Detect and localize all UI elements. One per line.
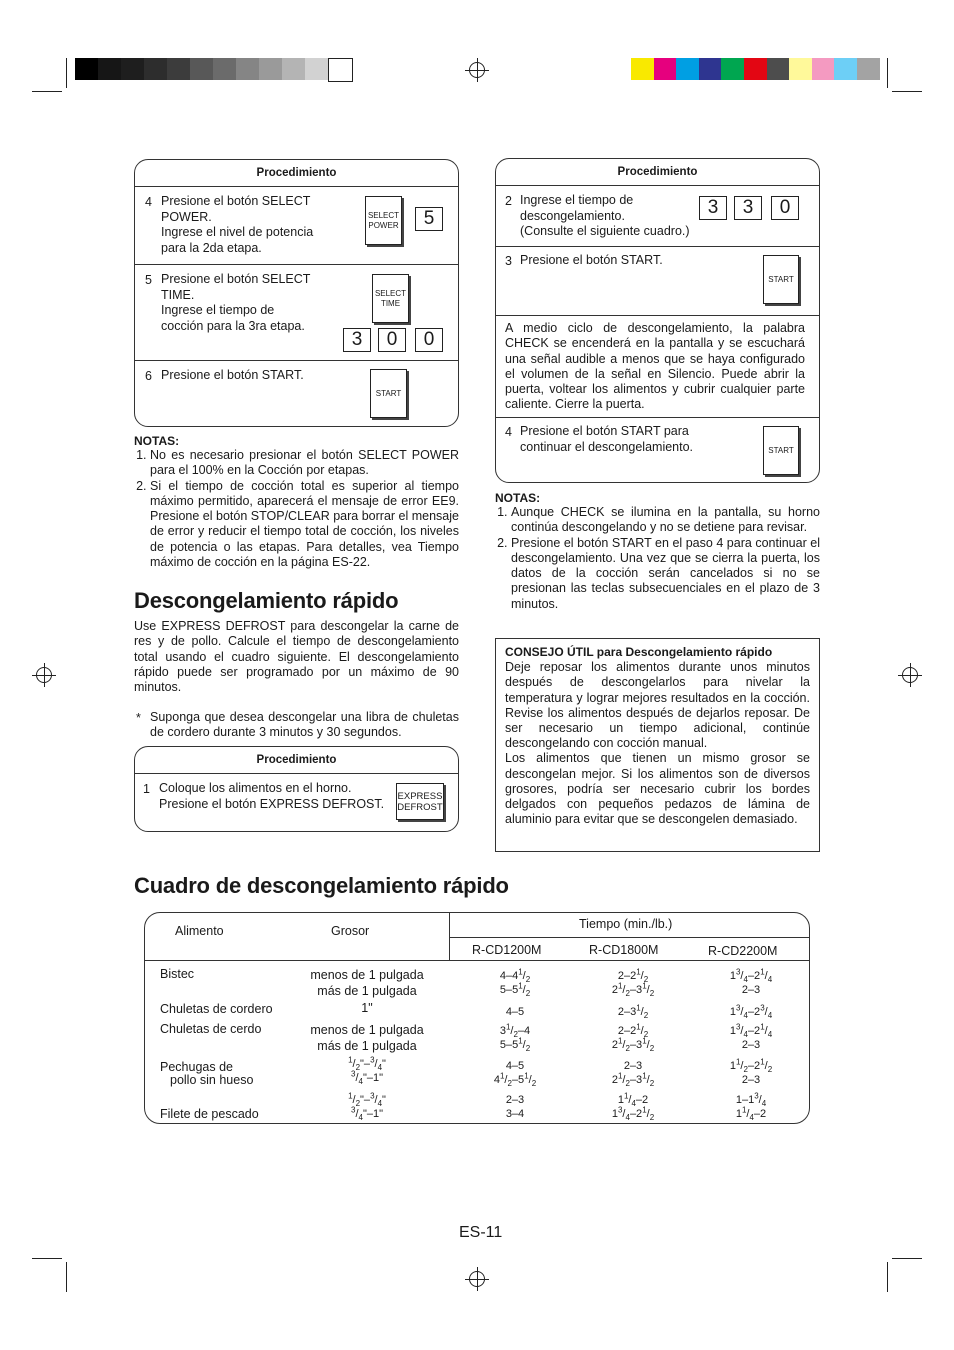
time-cell: $2-3^1/_2$ <box>617 1003 649 1021</box>
color-swatch <box>676 58 699 80</box>
page-number: ES-11 <box>459 1224 503 1241</box>
notes-list <box>495 505 820 612</box>
time-cell <box>465 969 565 997</box>
start-key[interactable] <box>370 369 407 418</box>
thickness-cell <box>295 1023 439 1054</box>
midcycle-note: A medio ciclo de descongelamiento, la palabra CHECK se encenderá en la pantalla y se escuchará una señal audible a menos que se haya configurado el volumen de la señal en Silencio. Puede abrir la puerta, voltear los alimentos y cubrir cualquier parte caliente. Cierre la puerta. <box>505 321 805 412</box>
food-name: pollo sin hueso <box>170 1073 254 1087</box>
step-line: cocción para la 3ra etapa. <box>161 318 305 333</box>
notes-title: NOTAS: <box>495 491 541 505</box>
color-swatch <box>631 58 654 80</box>
time-value: $4-4^1/_2$ <box>499 967 531 985</box>
chart-title: Cuadro de descongelamiento rápido <box>134 873 509 898</box>
time-cell: 4–5 <box>505 1006 525 1018</box>
step-line: descongelamiento. <box>520 208 625 223</box>
notes-title: NOTAS: <box>134 434 180 448</box>
step-text <box>161 272 341 334</box>
time-value: $5-5^1/_2$ <box>499 1036 531 1054</box>
section-title: Descongelamiento rápido <box>134 588 399 613</box>
time-value: $1^3/_4-2^1/_4$ <box>729 967 773 985</box>
gray-swatch <box>98 58 121 80</box>
color-swatch <box>767 58 790 80</box>
thickness-value: menos de 1 pulgada <box>310 968 424 982</box>
procedure-header: Procedimiento <box>135 747 458 774</box>
color-swatch <box>857 58 880 80</box>
step-5-row <box>135 265 458 361</box>
header-divider <box>145 960 809 961</box>
step-line: (Consulte el siguiente cuadro.) <box>520 224 690 238</box>
food-name: Filete de pescado <box>160 1107 259 1121</box>
gray-swatch <box>167 58 190 80</box>
time-value: 2–3 <box>741 1039 761 1051</box>
thickness-cell <box>295 1057 439 1085</box>
step-line: POWER. <box>161 209 212 224</box>
step-line: Ingrese el tiempo de <box>161 303 275 317</box>
step-line: Ingrese el tiempo de <box>520 193 634 207</box>
display-digit: 3 <box>343 328 371 352</box>
key-label: TIME <box>380 298 401 308</box>
time-value: $1^3/_4-2^1/_2$ <box>611 1105 655 1123</box>
gray-swatch <box>259 58 282 80</box>
time-value: 3–4 <box>505 1108 525 1120</box>
time-value: $2^1/_2-3^1/_2$ <box>611 981 655 999</box>
start-key[interactable] <box>763 426 799 475</box>
step-2-row <box>496 186 819 247</box>
gray-swatch <box>282 58 305 80</box>
key-label: SELECT <box>374 288 407 298</box>
asterisk: * <box>136 711 141 725</box>
thickness-value: $^1/_2"-^3/_4$" <box>348 1091 386 1109</box>
step-text <box>159 781 399 812</box>
procedure-header: Procedimiento <box>496 159 819 186</box>
registration-mark-icon <box>36 667 52 683</box>
display-digit: 3 <box>699 196 727 220</box>
crop-mark <box>887 58 888 88</box>
note-item: 2. Presione el botón START en el paso 4 para continuar el descongelamiento. Una vez que se cierra la puerta, los datos de la cocción serán cancelados si no se presionan las teclas subsecuenciales en el plazo de 3 minutos. <box>511 536 820 612</box>
step-line: Coloque los alimentos en el horno. <box>159 781 352 795</box>
gray-swatch <box>190 58 213 80</box>
time-subheader-divider <box>449 937 809 938</box>
note-item: 1. Aunque CHECK se ilumina en la pantalla, su horno continúa descongelando y no se detiene para revisar. <box>511 505 820 536</box>
gray-swatch <box>213 58 236 80</box>
time-value: $2^1/_2-3^1/_2$ <box>611 1036 655 1054</box>
time-value: $4^1/_2-5^1/_2$ <box>493 1071 537 1089</box>
key-label: DEFROST <box>397 801 443 813</box>
step-line: Presione el botón SELECT <box>161 272 311 286</box>
crop-mark <box>66 58 67 88</box>
time-value: $3^1/_2-4$ <box>499 1022 531 1040</box>
midcycle-note-row <box>496 316 819 418</box>
display-digit: 0 <box>415 328 443 352</box>
note-item: 1. No es necesario presionar el botón SELECT POWER para el 100% en la Cocción por etapas. <box>150 448 459 479</box>
thickness-value: más de 1 pulgada <box>317 983 417 998</box>
col-header-food: Alimento <box>175 924 224 938</box>
gray-swatch <box>236 58 259 80</box>
right-notes <box>495 491 820 612</box>
model-header: R-CD1800M <box>589 943 659 957</box>
step-number: 4 <box>505 425 512 439</box>
crop-mark <box>66 1262 67 1292</box>
model-header: R-CD1200M <box>472 943 542 957</box>
time-value: 2–3 <box>505 1094 525 1106</box>
time-cell <box>465 1024 565 1052</box>
time-cell <box>583 1059 683 1087</box>
display-digit: 0 <box>771 196 799 220</box>
key-label: EXPRESS <box>397 790 443 802</box>
note-item: 2. Si el tiempo de cocción total es superior al tiempo máximo permitido, aparecerá el mensaje de error EE9. Presione el botón STOP/CLEAR para borrar el mensaje de error y reducir el tiempo total de cocción, los niveles de potencia o las etapas. Para detalles, vea Tiempo máximo de cocción en la página ES-22. <box>150 479 459 571</box>
food-name: Pechugas de <box>160 1060 233 1074</box>
time-cell <box>701 1024 801 1052</box>
gray-swatch <box>121 58 144 80</box>
crop-mark <box>32 1258 62 1259</box>
gray-swatch <box>75 58 98 80</box>
registration-mark-icon <box>902 667 918 683</box>
gray-swatch <box>328 58 353 82</box>
col-header-thickness: Grosor <box>331 924 370 938</box>
thickness-value: $^3/_4"-1$" <box>350 1105 383 1123</box>
step-number: 6 <box>145 369 152 383</box>
time-value: 2–3 <box>741 984 761 996</box>
time-value: $2^1/_2-3^1/_2$ <box>611 1071 655 1089</box>
time-cell <box>701 969 801 997</box>
color-swatch <box>699 58 722 80</box>
step-line: Ingrese el nivel de potencia <box>161 225 314 239</box>
time-value: $2-2^1/_2$ <box>617 1022 649 1040</box>
key-label: SELECT <box>367 210 400 220</box>
step-line: Presione el botón SELECT <box>161 194 311 208</box>
time-value: 2–3 <box>623 1060 643 1072</box>
time-value: $1^1/_4-2$ <box>617 1091 649 1109</box>
right-procedure-box <box>495 158 820 483</box>
select-time-key[interactable] <box>372 274 409 323</box>
step-4-row <box>496 418 819 483</box>
color-swatch <box>654 58 677 80</box>
procedure-header: Procedimiento <box>135 160 458 187</box>
step-line: TIME. <box>161 287 195 302</box>
tip-title: CONSEJO ÚTIL para Descongelamiento rápido <box>505 645 773 659</box>
tip-box <box>495 638 820 852</box>
gray-swatch <box>144 58 167 80</box>
color-swatch <box>789 58 812 80</box>
time-cell <box>701 1059 801 1087</box>
time-cell <box>701 1093 801 1121</box>
step-text <box>520 424 740 455</box>
time-value: 4–5 <box>505 1060 525 1072</box>
step-line: Presione el botón EXPRESS DEFROST. <box>159 796 385 811</box>
crop-mark <box>892 91 922 92</box>
color-swatch <box>834 58 857 80</box>
step-text <box>520 193 710 240</box>
step-line: continuar el descongelamiento. <box>520 439 694 454</box>
time-value: $1-1^3/_4$ <box>735 1091 767 1109</box>
step-line: Presione el botón START para <box>520 424 689 438</box>
time-value: 2–3 <box>741 1074 761 1086</box>
step-text <box>161 194 341 256</box>
thickness-cell: 1" <box>361 1001 373 1015</box>
time-value: $5-5^1/_2$ <box>499 981 531 999</box>
time-value: $2-2^1/_2$ <box>617 967 649 985</box>
display-digit: 5 <box>415 207 443 231</box>
left-procedure-box <box>134 159 459 427</box>
time-value: $1^1/_4-2$ <box>735 1105 767 1123</box>
food-name: Bistec <box>160 967 195 981</box>
thickness-value: $^3/_4"-1$" <box>350 1069 383 1087</box>
thickness-cell <box>295 1093 439 1121</box>
express-defrost-key[interactable] <box>396 783 444 820</box>
color-swatch <box>744 58 767 80</box>
col-header-time: Tiempo (min./lb.) <box>579 917 673 931</box>
step-number: 1 <box>143 782 150 796</box>
select-power-key[interactable] <box>365 196 402 245</box>
step-number: 5 <box>145 273 152 287</box>
key-label: START <box>375 388 402 398</box>
key-label: START <box>768 445 794 455</box>
step-line: para la 2da etapa. <box>161 240 262 255</box>
color-swatch <box>721 58 744 80</box>
notes-list <box>134 448 459 570</box>
step-1-row <box>135 774 458 832</box>
time-cell <box>583 1093 683 1121</box>
food-name: Chuletas de cerdo <box>160 1022 262 1036</box>
registration-mark-icon <box>469 1271 485 1287</box>
crop-mark <box>892 1258 922 1259</box>
time-cell <box>465 1093 565 1121</box>
registration-mark-icon <box>469 62 485 78</box>
food-name: Chuletas de cordero <box>160 1002 273 1016</box>
key-label: START <box>768 274 794 284</box>
key-label: POWER <box>368 220 399 230</box>
crop-mark <box>887 1262 888 1292</box>
display-digit: 0 <box>378 328 406 352</box>
thickness-cell <box>295 968 439 999</box>
thickness-value: $^1/_2"-^3/_4$" <box>348 1055 386 1073</box>
color-swatch <box>812 58 835 80</box>
thickness-value: más de 1 pulgada <box>317 1038 417 1053</box>
time-value: $1^3/_4-2^1/_4$ <box>729 1022 773 1040</box>
time-value: $1^1/_2-2^1/_2$ <box>729 1057 773 1075</box>
gray-swatch <box>305 58 328 80</box>
tip-paragraph: Deje reposar los alimentos durante unos minutos después de descongelarlos para nivelar la temperatura y lograr mejores resultados en la cocción. Revise los alimentos después de dejarlos reposar. De ser necesario un tiempo adicional, continúe descongelando con cocción manual. <box>505 660 810 751</box>
example-paragraph: Suponga que desea descongelar una libra de chuletas de cordero durante 3 minutos y 30 segundos. <box>150 710 459 740</box>
defrost-chart <box>144 912 810 1124</box>
left-notes <box>134 434 459 570</box>
crop-mark <box>32 91 62 92</box>
tip-paragraph: Los alimentos que tienen un mismo grosor se descongelan mejor. Si los alimentos son de diversos grosores, podría ser necesario cubrir los bordes delgados con pequeños pedazos de lámina de aluminio para evitar que se descongelen demasiado. <box>505 751 810 827</box>
start-key[interactable] <box>763 255 799 304</box>
step-6-row <box>135 361 458 427</box>
express-procedure-box <box>134 746 459 832</box>
time-cell <box>465 1059 565 1087</box>
intro-paragraph: Use EXPRESS DEFROST para descongelar la carne de res y de pollo. Calcule el tiempo de descongelamiento total usando el cuadro siguiente. El descongelamiento rápido puede ser programado por un máximo de 90 minutos. <box>134 619 459 695</box>
step-number: 4 <box>145 195 152 209</box>
step-text: Presione el botón START. <box>520 253 663 267</box>
time-cell <box>583 1024 683 1052</box>
step-3-row <box>496 247 819 316</box>
thickness-value: menos de 1 pulgada <box>310 1023 424 1037</box>
model-header: R-CD2200M <box>708 944 778 958</box>
step-number: 2 <box>505 194 512 208</box>
time-cell <box>583 969 683 997</box>
step-text: Presione el botón START. <box>161 368 304 382</box>
display-digit: 3 <box>734 196 762 220</box>
time-cell: $1^3/_4-2^3/_4$ <box>729 1003 773 1021</box>
step-4-row <box>135 187 458 265</box>
step-number: 3 <box>505 254 512 268</box>
